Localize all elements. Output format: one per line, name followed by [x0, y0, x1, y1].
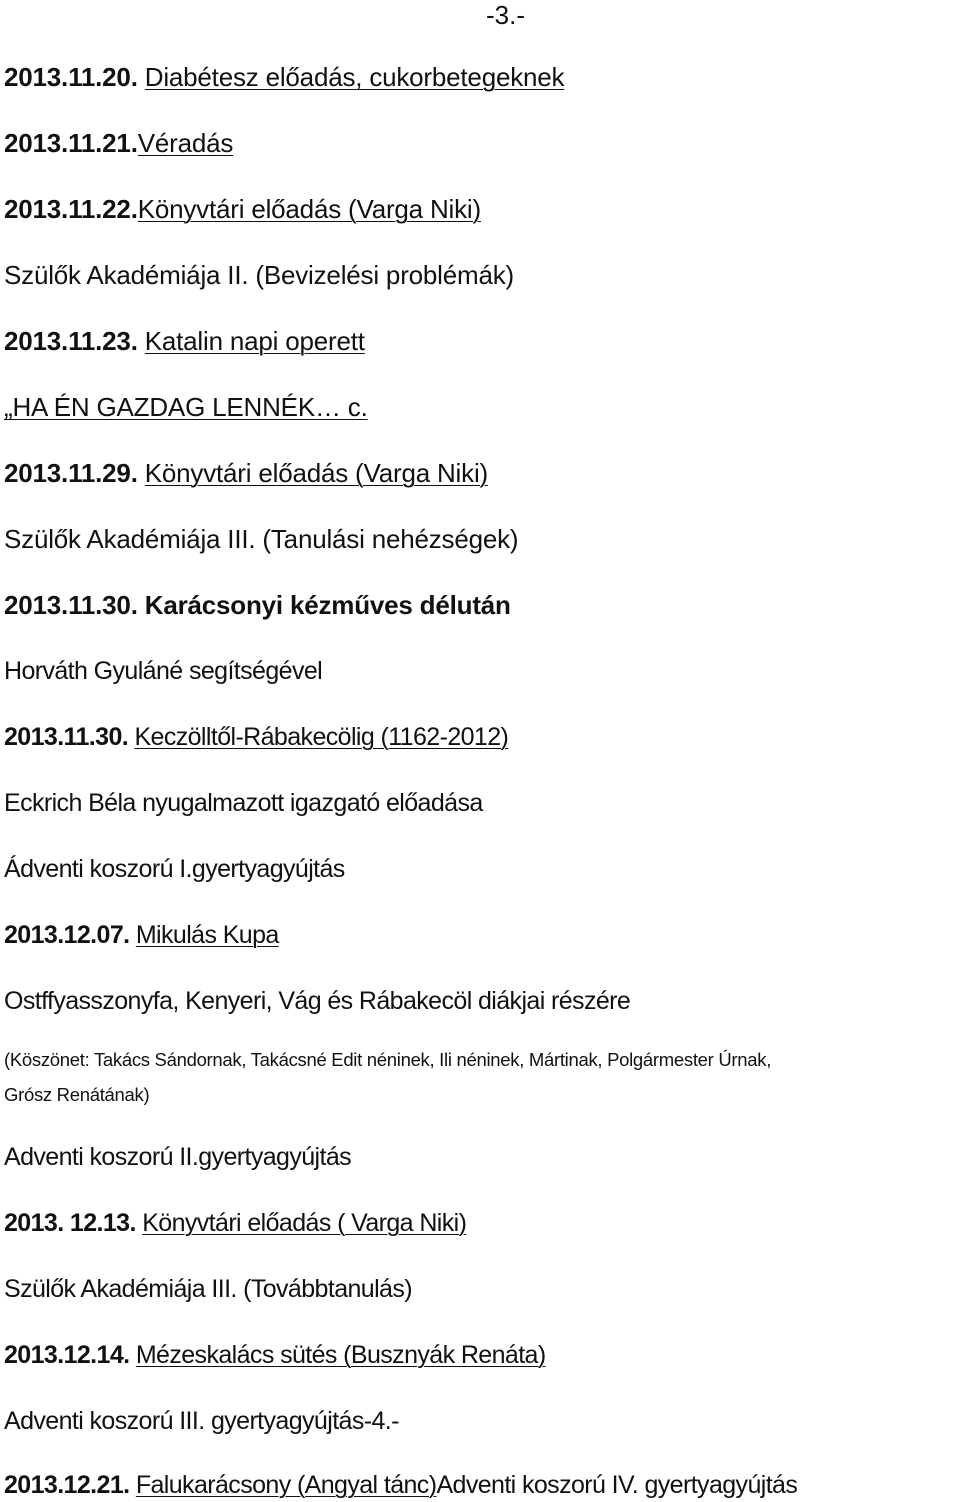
event-date: 2013.11.20.	[4, 62, 138, 92]
list-item	[4, 1272, 412, 1306]
list-item	[4, 258, 514, 292]
list-item	[4, 786, 483, 820]
list-item	[4, 1404, 399, 1438]
event-title: Könyvtári előadás (Varga Niki)	[137, 194, 481, 224]
list-item	[4, 852, 345, 886]
event-title: Keczölltől-Rábakecölig (1162-2012)	[134, 723, 509, 751]
event-detail: Ádventi koszorú I.gyertyagyújtás	[4, 855, 345, 883]
event-date: 2013.11.22.	[4, 194, 138, 224]
list-item	[4, 522, 518, 556]
event-title: Diabétesz előadás, cukorbetegeknek	[144, 62, 565, 92]
event-detail: „HA ÉN GAZDAG LENNÉK… c.	[4, 392, 368, 422]
event-date: 2013.12.07.	[4, 921, 130, 949]
event-detail: Szülők Akadémiája III. (Tanulási nehézségek)	[4, 524, 519, 554]
list-item	[4, 126, 233, 160]
list-item	[4, 984, 630, 1018]
event-detail: Eckrich Béla nyugalmazott igazgató előadása	[4, 789, 483, 817]
event-detail: Szülők Akadémiája III. (Továbbtanulás)	[4, 1275, 412, 1303]
event-title: Katalin napi operett	[144, 326, 365, 356]
event-detail: Grósz Renátának)	[4, 1084, 150, 1105]
event-title: Falukarácsony (Angyal tánc)	[135, 1471, 437, 1499]
event-date: 2013.11.23.	[4, 326, 138, 356]
list-item	[4, 654, 322, 688]
event-date: 2013.11.30.	[4, 590, 138, 620]
event-title: Könyvtári előadás ( Varga Niki)	[142, 1209, 467, 1237]
event-detail: Szülők Akadémiája II. (Bevizelési problémák)	[4, 260, 514, 290]
list-item	[4, 588, 511, 622]
page-number: -3.-	[486, 0, 525, 30]
list-item	[4, 456, 488, 490]
list-item	[4, 918, 279, 952]
event-date: 2013.11.29.	[4, 458, 138, 488]
list-item	[4, 1140, 351, 1174]
event-date: 2013.11.21.	[4, 128, 138, 158]
event-detail: Adventi koszorú III. gyertyagyújtás-4.-	[4, 1407, 399, 1435]
event-date: 2013.11.30.	[4, 723, 129, 751]
list-item	[4, 390, 368, 424]
list-item	[4, 60, 564, 94]
list-item	[4, 1468, 797, 1502]
event-title: Könyvtári előadás (Varga Niki)	[144, 458, 488, 488]
event-title: Mikulás Kupa	[135, 921, 279, 949]
list-item	[4, 720, 508, 754]
event-title: Karácsonyi kézműves délután	[144, 590, 511, 620]
list-item	[4, 1206, 466, 1240]
list-item	[4, 192, 481, 226]
event-detail: Horváth Gyuláné segítségével	[4, 657, 323, 685]
event-title: Mézeskalács sütés (Busznyák Renáta)	[135, 1341, 546, 1369]
event-date: 2013.12.14.	[4, 1341, 130, 1369]
event-detail: Adventi koszorú IV. gyertyagyújtás	[436, 1471, 798, 1499]
event-date: 2013.12.21.	[4, 1471, 130, 1499]
event-title: Véradás	[137, 128, 234, 158]
list-item	[4, 324, 365, 358]
event-detail: (Köszönet: Takács Sándornak, Takácsné Edit néninek, Ili néninek, Mártinak, Polgármester Úrnak,	[4, 1049, 772, 1070]
event-date: 2013. 12.13.	[4, 1209, 136, 1237]
list-item	[4, 1338, 546, 1372]
list-item	[4, 1083, 149, 1107]
list-item	[4, 1048, 771, 1072]
event-detail: Adventi koszorú II.gyertyagyújtás	[4, 1143, 352, 1171]
event-detail: Ostffyasszonyfa, Kenyeri, Vág és Rábakecöl diákjai részére	[4, 987, 631, 1015]
